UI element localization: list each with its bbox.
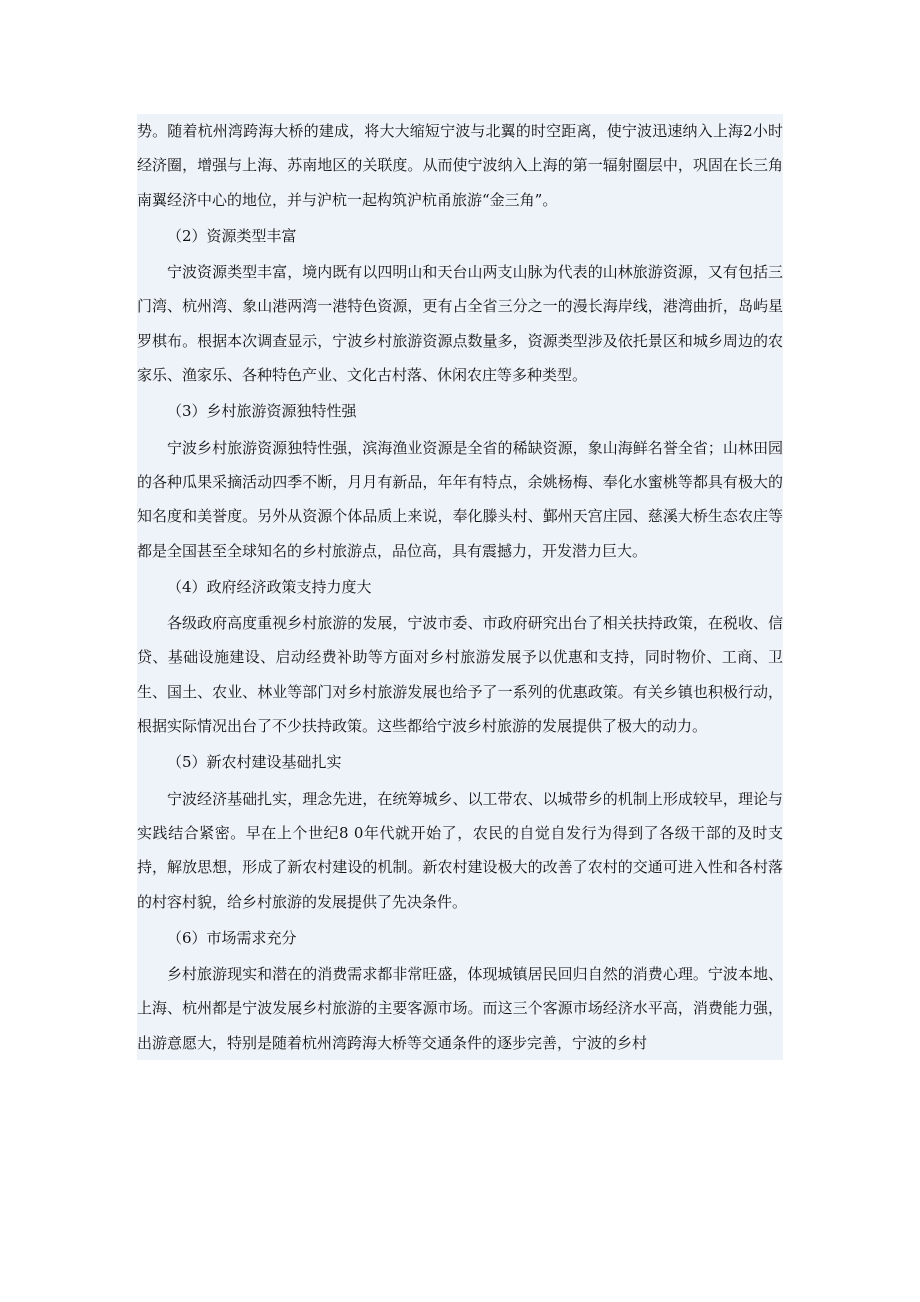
paragraph-resource-types: 宁波资源类型丰富，境内既有以四明山和天台山两支山脉为代表的山林旅游资源，又有包括三门湾、杭州湾、象山港两湾一港特色资源，更有占全省三分之一的漫长海岸线，港湾曲折，岛屿星罗棋布。根据本次调查显示，宁波乡村旅游资源点数量多，资源类型涉及依托景区和城乡周边的农家乐、渔家乐、各种特色产业、文化古村落、休闲农庄等多种类型。 [137,263,783,385]
paragraph-new-countryside: 宁波经济基础扎实，理念先进，在统筹城乡、以工带农、以城带乡的机制上形成较早，理论与实践结合紧密。早在上个世纪8 0年代就开始了，农民的自觉自发行为得到了各级干部的及时支持，解放思想，形成了新农村建设的机制。新农村建设极大的改善了农村的交通可进入性和各村落的村容村貌，给乡村旅游的发展提供了先决条件。 [137,789,783,911]
paragraph-market-demand: 乡村旅游现实和潜在的消费需求都非常旺盛，体现城镇居民回归自然的消费心理。宁波本地、上海、杭州都是宁波发展乡村旅游的主要客源市场。而这三个客源市场经济水平高，消费能力强，出游意愿大，特别是随着杭州湾跨海大桥等交通条件的逐步完善，宁波的乡村 [137,965,783,1052]
section-heading-5: （5）新农村建设基础扎实 [167,753,342,772]
section-heading-2: （2）资源类型丰富 [167,226,297,245]
text-block [137,114,783,1060]
paragraph-government-policy: 各级政府高度重视乡村旅游的发展，宁波市委、市政府研究出台了相关扶持政策，在税收、信贷、基础设施建设、启动经费补助等方面对乡村旅游发展予以优惠和支持，同时物价、工商、卫生、国土、农业、林业等部门对乡村旅游发展也给予了一系列的优惠政策。有关乡镇也积极行动，根据实际情况出台了不少扶持政策。这些都给宁波乡村旅游的发展提供了极大的动力。 [137,614,783,736]
paragraph-continuation: 势。随着杭州湾跨海大桥的建成，将大大缩短宁波与北翼的时空距离，使宁波迅速纳入上海2小时经济圈，增强与上海、苏南地区的关联度。从而使宁波纳入上海的第一辐射圈层中，巩固在长三角南翼经济中心的地位，并与沪杭一起构筑沪杭甬旅游“金三角”。 [137,122,783,209]
section-heading-6: （6）市场需求充分 [167,928,297,947]
paragraph-uniqueness: 宁波乡村旅游资源独特性强，滨海渔业资源是全省的稀缺资源，象山海鲜名誉全省；山林田园的各种瓜果采摘活动四季不断，月月有新品，年年有特点，余姚杨梅、奉化水蜜桃等都具有极大的知名度和美誉度。另外从资源个体品质上来说，奉化滕头村、鄞州天宫庄园、慈溪大桥生态农庄等都是全国甚至全球知名的乡村旅游点，品位高，具有震撼力，开发潜力巨大。 [137,438,783,560]
section-heading-3: （3）乡村旅游资源独特性强 [167,402,357,421]
section-heading-4: （4）政府经济政策支持力度大 [167,577,372,596]
